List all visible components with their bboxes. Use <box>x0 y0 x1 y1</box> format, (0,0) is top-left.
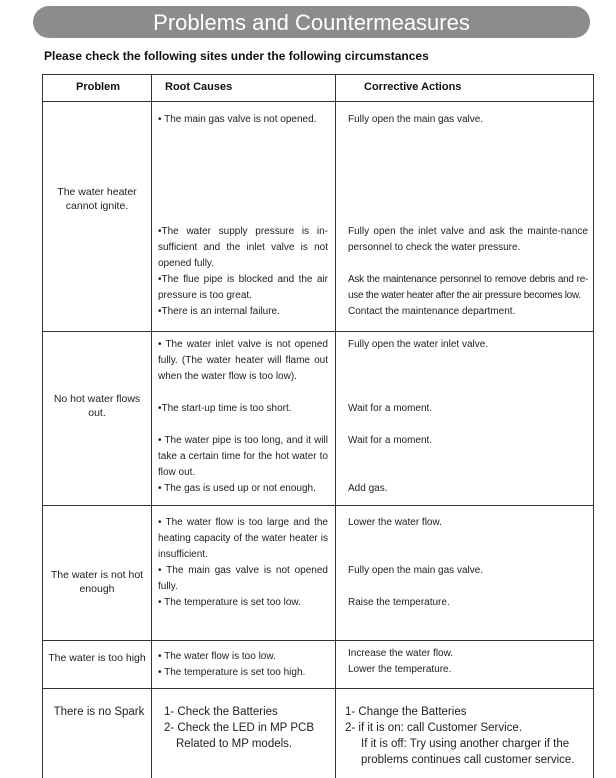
cause-item: • The water inlet valve is not opened fully. (The water heater will flame out when the water flow is too low). <box>158 339 328 382</box>
action-item: Increase the water flow. <box>348 648 454 659</box>
action-item: Fully open the main gas valve. <box>348 114 484 125</box>
cause-item: • The main gas valve is not opened. <box>158 114 317 125</box>
cause-item: • The water flow is too low. <box>158 651 276 662</box>
row-divider <box>43 640 593 641</box>
cause-item: •There is an internal failure. <box>158 306 280 317</box>
header-root-causes: Root Causes <box>165 81 233 93</box>
action-item: Fully open the main gas valve. <box>348 565 484 576</box>
problem-cell: No hot water flows out. <box>53 393 141 419</box>
header-corrective-actions: Corrective Actions <box>364 81 462 93</box>
page-subtitle: Please check the following sites under the following circumstances <box>44 49 429 63</box>
column-divider <box>335 75 336 778</box>
cause-item: •The flue pipe is blocked and the air pressure is too great. <box>158 274 328 301</box>
cause-item: •The water supply pressure is in-sufficient and the inlet valve is not opened fully. <box>158 226 328 269</box>
action-item: Ask the maintenance personnel to remove debris and re-use the water heater after the air pressure becomes low. <box>348 274 588 301</box>
action-item: If it is off: Try using another charger if the <box>361 738 570 750</box>
row-divider <box>43 505 593 506</box>
cause-item: • The gas is used up or not enough. <box>158 483 316 494</box>
problem-cell: The water is not hot enough <box>50 569 144 595</box>
action-item: problems continues call customer service. <box>361 754 575 766</box>
row-divider <box>43 331 593 332</box>
action-item: 1- Change the Batteries <box>345 706 467 718</box>
action-item: Add gas. <box>348 483 388 494</box>
action-item: Contact the maintenance department. <box>348 306 516 317</box>
cause-item: Related to MP models. <box>176 738 293 750</box>
row-divider <box>43 101 593 102</box>
cause-item: • The water flow is too large and the heating capacity of the water heater is insufficient. <box>158 517 328 560</box>
action-item: Lower the temperature. <box>348 664 452 675</box>
cause-item: •The start-up time is too short. <box>158 403 292 414</box>
troubleshooting-table <box>42 74 594 778</box>
action-item: Lower the water flow. <box>348 517 442 528</box>
cause-item: 2- Check the LED in MP PCB <box>164 722 314 734</box>
row-divider <box>43 688 593 689</box>
cause-item: 1- Check the Batteries <box>164 706 278 718</box>
cause-item: • The water pipe is too long, and it will take a certain time for the hot water to flow out. <box>158 435 328 478</box>
cause-item: • The main gas valve is not opened fully. <box>158 565 328 592</box>
action-item: 2- if it is on: call Customer Service. <box>345 722 523 734</box>
action-item: Fully open the water inlet valve. <box>348 339 489 350</box>
action-item: Fully open the inlet valve and ask the mainte-nance personnel to check the water pressure. <box>348 226 588 253</box>
action-item: Wait for a moment. <box>348 435 433 446</box>
action-item: Raise the temperature. <box>348 597 450 608</box>
problem-cell: The water is too high <box>48 652 146 664</box>
page-title: Problems and Countermeasures <box>33 6 590 38</box>
header-problem: Problem <box>76 81 121 93</box>
problem-cell: The water heater cannot ignite. <box>57 186 137 212</box>
column-divider <box>151 75 152 778</box>
problem-cell: There is no Spark <box>53 706 145 718</box>
cause-item: • The temperature is set too high. <box>158 667 306 678</box>
action-item: Wait for a moment. <box>348 403 433 414</box>
cause-item: • The temperature is set too low. <box>158 597 301 608</box>
